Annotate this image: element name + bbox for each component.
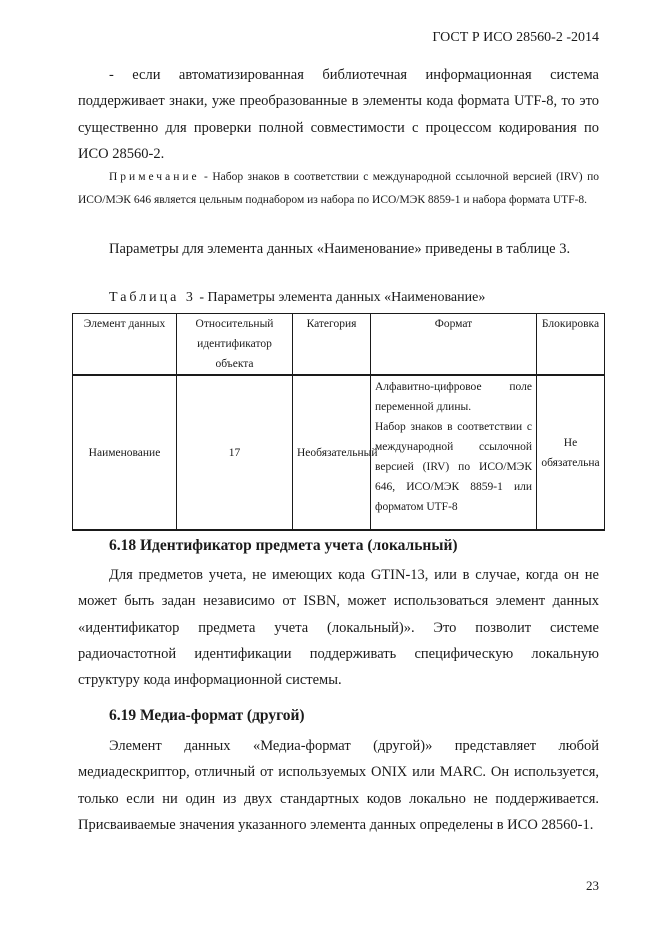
column-header: Категория	[293, 314, 371, 376]
cell-category: Необязательный	[293, 375, 371, 530]
column-header: Блокировка	[537, 314, 605, 376]
note-label: Примечание	[109, 171, 200, 183]
page-number: 23	[586, 878, 599, 893]
paragraph-table-reference: Параметры для элемента данных «Наименование» приведены в таблице 3.	[109, 241, 571, 257]
cell-lock: Не обязательна	[537, 375, 605, 530]
format-line: Алфавитно-цифровое поле переменной длины.	[375, 381, 532, 413]
section-heading-6-19: 6.19 Медиа-формат (другой)	[109, 707, 305, 724]
section-heading-6-18: 6.18 Идентификатор предмета учета (локальный)	[109, 537, 458, 554]
paragraph-6-18: Для предметов учета, не имеющих кода GTIN-13, или в случае, когда он не может быть задан независимо от ISBN, может использоваться элемент данных «идентификатор предмета учета (локальный)». Это позволит системе радиочастотной идентификации поддерживать специфическую локальную структуру кода информационной системы.	[78, 567, 599, 689]
note	[78, 166, 599, 211]
paragraph-utf8-support: - если автоматизированная библиотечная информационная система поддерживает знаки, уже преобразованные в элементы кода формата UTF-8, то это существенно для проверки полной совместимости с процессом кодирования по ИСО 28560-2.	[78, 67, 599, 162]
cell-format	[371, 375, 537, 530]
table-caption	[109, 290, 485, 306]
cell-element: Наименование	[73, 375, 177, 530]
note-text: - Набор знаков в соответствии с международной ссылочной версией (IRV) по ИСО/МЭК 646 является цельным поднабором из набора по ИСО/МЭК 8859-1 и набора формата UTF-8.	[78, 171, 599, 206]
table-caption-label: Таблица 3	[109, 290, 196, 305]
cell-oid: 17	[177, 375, 293, 530]
document-header: ГОСТ Р ИСО 28560-2 -2014	[432, 30, 599, 45]
table-caption-text: - Параметры элемента данных «Наименование»	[195, 290, 486, 305]
column-header: Элемент данных	[73, 314, 177, 376]
format-line: Набор знаков в соответствии с международной ссылочной версией (IRV) по ИСО/МЭК 646, ИСО/МЭК 8859-1 или форматом UTF-8	[375, 421, 532, 513]
table-row	[73, 375, 605, 530]
column-header: Формат	[371, 314, 537, 376]
column-header: Относительный идентификатор объекта	[177, 314, 293, 376]
table-header-row	[73, 314, 605, 376]
paragraph-6-19: Элемент данных «Медиа-формат (другой)» представляет любой медиадескриптор, отличный от используемых ONIX или MARC. Он используется, только если ни один из двух стандартных кодов локально не поддерживается. Присваиваемые значения указанного элемента данных определены в ИСО 28560-1.	[78, 738, 599, 833]
parameters-table	[72, 313, 605, 531]
